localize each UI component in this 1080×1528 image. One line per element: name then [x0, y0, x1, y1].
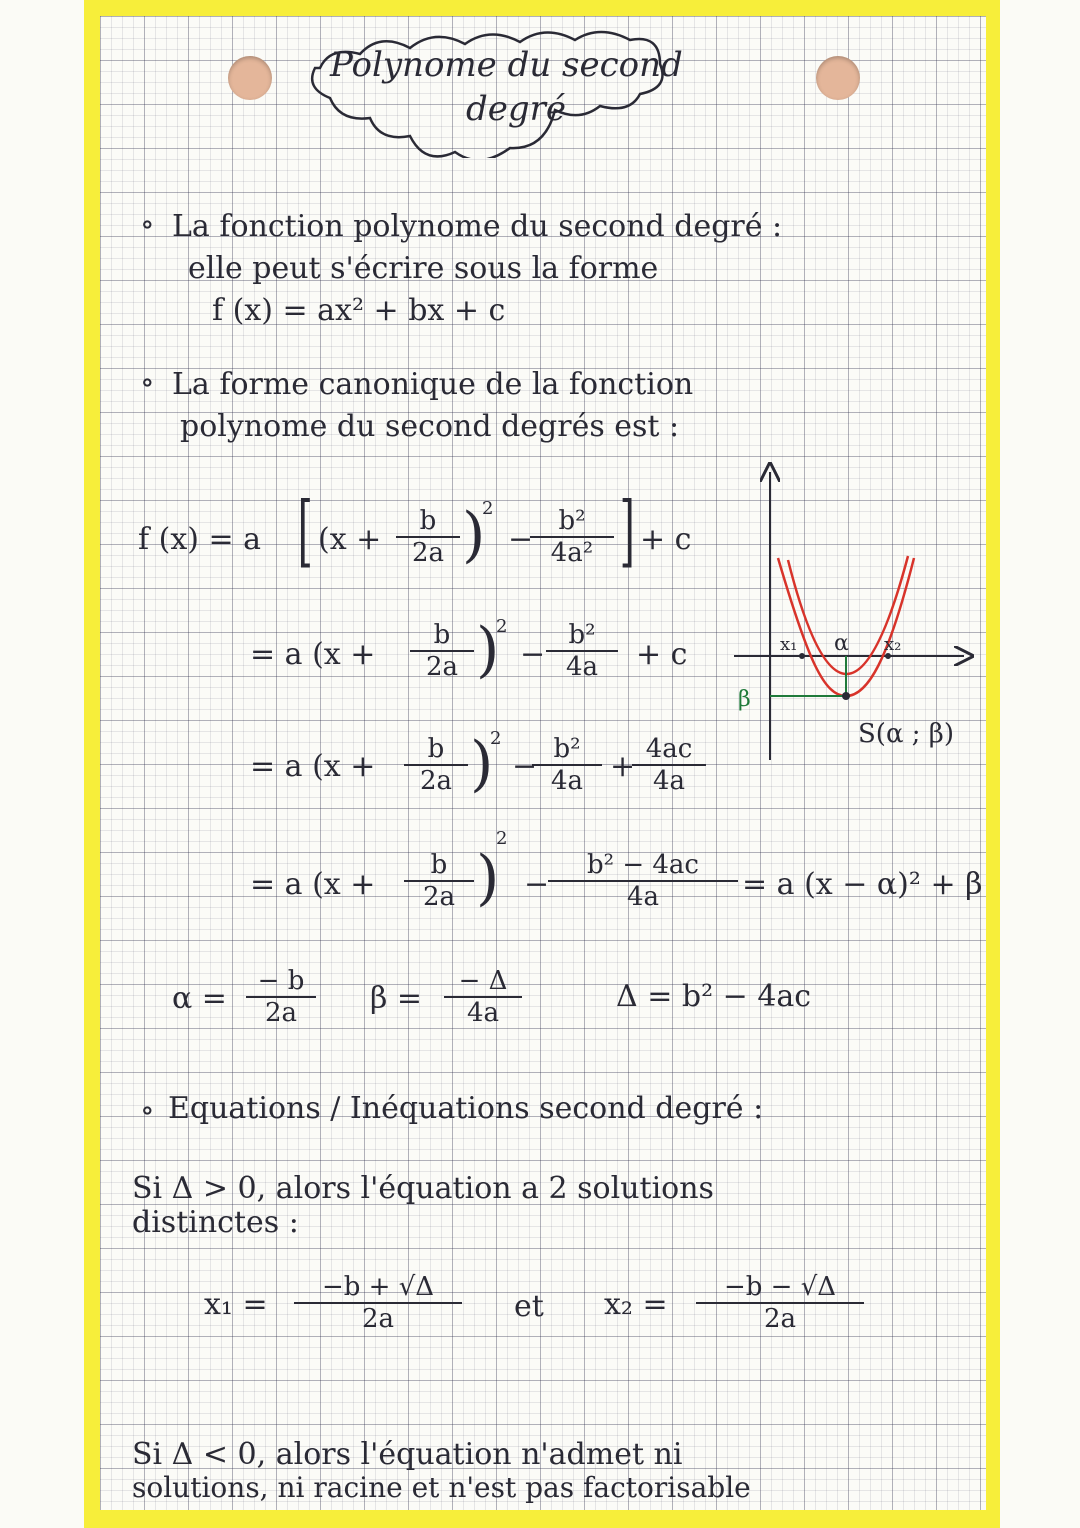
deriv-l1-exp: 2 — [482, 498, 494, 519]
section2-line2: polynome du second degrés est : — [180, 409, 680, 444]
x1-label: x₁ = — [204, 1287, 268, 1322]
deriv-l2-plus-c: + c — [636, 637, 688, 672]
beta-fraction: − Δ 4a — [444, 966, 522, 1028]
graph-x2-label: x₂ — [884, 634, 902, 655]
section1-formula: f (x) = ax² + bx + c — [212, 293, 506, 328]
deriv-l1-x: (x + — [318, 522, 382, 557]
frac-b2-over-4a-l2: b² 4a — [546, 620, 618, 682]
binder-hole-right — [816, 56, 860, 100]
title-line1: Polynome du second — [330, 45, 683, 85]
frac-b-over-2a-l4: b 2a — [404, 850, 474, 912]
delta-definition: Δ = b² − 4ac — [616, 979, 812, 1014]
bullet-2: ∘ — [140, 365, 155, 400]
connector-et: et — [514, 1289, 544, 1324]
deriv-l2-start: = a (x + — [250, 637, 376, 672]
binder-hole-left — [228, 56, 272, 100]
parabola-graph — [728, 460, 988, 770]
paren-close-l2: ) — [476, 615, 500, 685]
paren-close-l3: ) — [470, 729, 494, 799]
frac-b2-over-4a-l3: b² 4a — [532, 734, 602, 796]
case-neg-line2: solutions, ni racine et n'est pas factorisable — [132, 1471, 751, 1504]
bracket-open: [ — [297, 486, 313, 576]
bracket-close: ] — [619, 486, 635, 576]
alpha-label: α = — [172, 981, 227, 1016]
paren-close-l1: ) — [462, 500, 486, 570]
deriv-l4-start: = a (x + — [250, 867, 376, 902]
x1-fraction: −b + √Δ 2a — [294, 1272, 462, 1334]
frac-b-over-2a-l3: b 2a — [404, 734, 468, 796]
x2-label: x₂ = — [604, 1287, 668, 1322]
graph-x1-label: x₁ — [780, 634, 798, 655]
paren-close-l4: ) — [476, 843, 500, 913]
frac-4ac-over-4a: 4ac 4a — [632, 734, 706, 796]
deriv-l1-plus-c: + c — [640, 522, 692, 557]
frac-b2-over-4a2: b² 4a² — [530, 506, 614, 568]
title-line2: degré — [466, 89, 567, 129]
deriv-l2-exp: 2 — [496, 616, 508, 637]
alpha-fraction: − b 2a — [246, 966, 316, 1028]
case-neg-line1: Si Δ < 0, alors l'équation n'admet ni — [132, 1437, 683, 1472]
graph-vertex-label: S(α ; β) — [858, 719, 954, 749]
section1-line1: La fonction polynome du second degré : — [172, 209, 783, 244]
deriv-l3-exp: 2 — [490, 728, 502, 749]
root-x1-point — [799, 653, 805, 659]
deriv-l4-result: = a (x − α)² + β — [742, 867, 983, 902]
deriv-l3-start: = a (x + — [250, 749, 376, 784]
bullet-3: ∘ — [140, 1093, 155, 1128]
frac-b-over-2a-l1: b 2a — [396, 506, 460, 568]
bullet-1: ∘ — [140, 207, 155, 242]
frac-delta-over-4a: b² − 4ac 4a — [548, 850, 738, 912]
case-pos-line2: distinctes : — [132, 1205, 299, 1240]
section3-heading: Equations / Inéquations second degré : — [168, 1091, 764, 1126]
deriv-l1-minus: − — [508, 522, 534, 557]
graph-beta-label: β — [738, 687, 751, 712]
vertex-point — [842, 692, 850, 700]
deriv-l3-minus: − — [512, 749, 538, 784]
deriv-l1-start: f (x) = a — [138, 522, 262, 557]
section1-line2: elle peut s'écrire sous la forme — [188, 251, 659, 286]
frac-b-over-2a-l2: b 2a — [410, 620, 474, 682]
deriv-l4-minus: − — [524, 867, 550, 902]
deriv-l4-exp: 2 — [496, 828, 508, 849]
graph-alpha-label: α — [834, 631, 849, 656]
deriv-l3-plus: + — [610, 749, 636, 784]
x2-fraction: −b − √Δ 2a — [696, 1272, 864, 1334]
case-pos-line1: Si Δ > 0, alors l'équation a 2 solutions — [132, 1171, 714, 1206]
beta-label: β = — [370, 981, 423, 1016]
section2-line1: La forme canonique de la fonction — [172, 367, 694, 402]
deriv-l2-minus: − — [520, 637, 546, 672]
